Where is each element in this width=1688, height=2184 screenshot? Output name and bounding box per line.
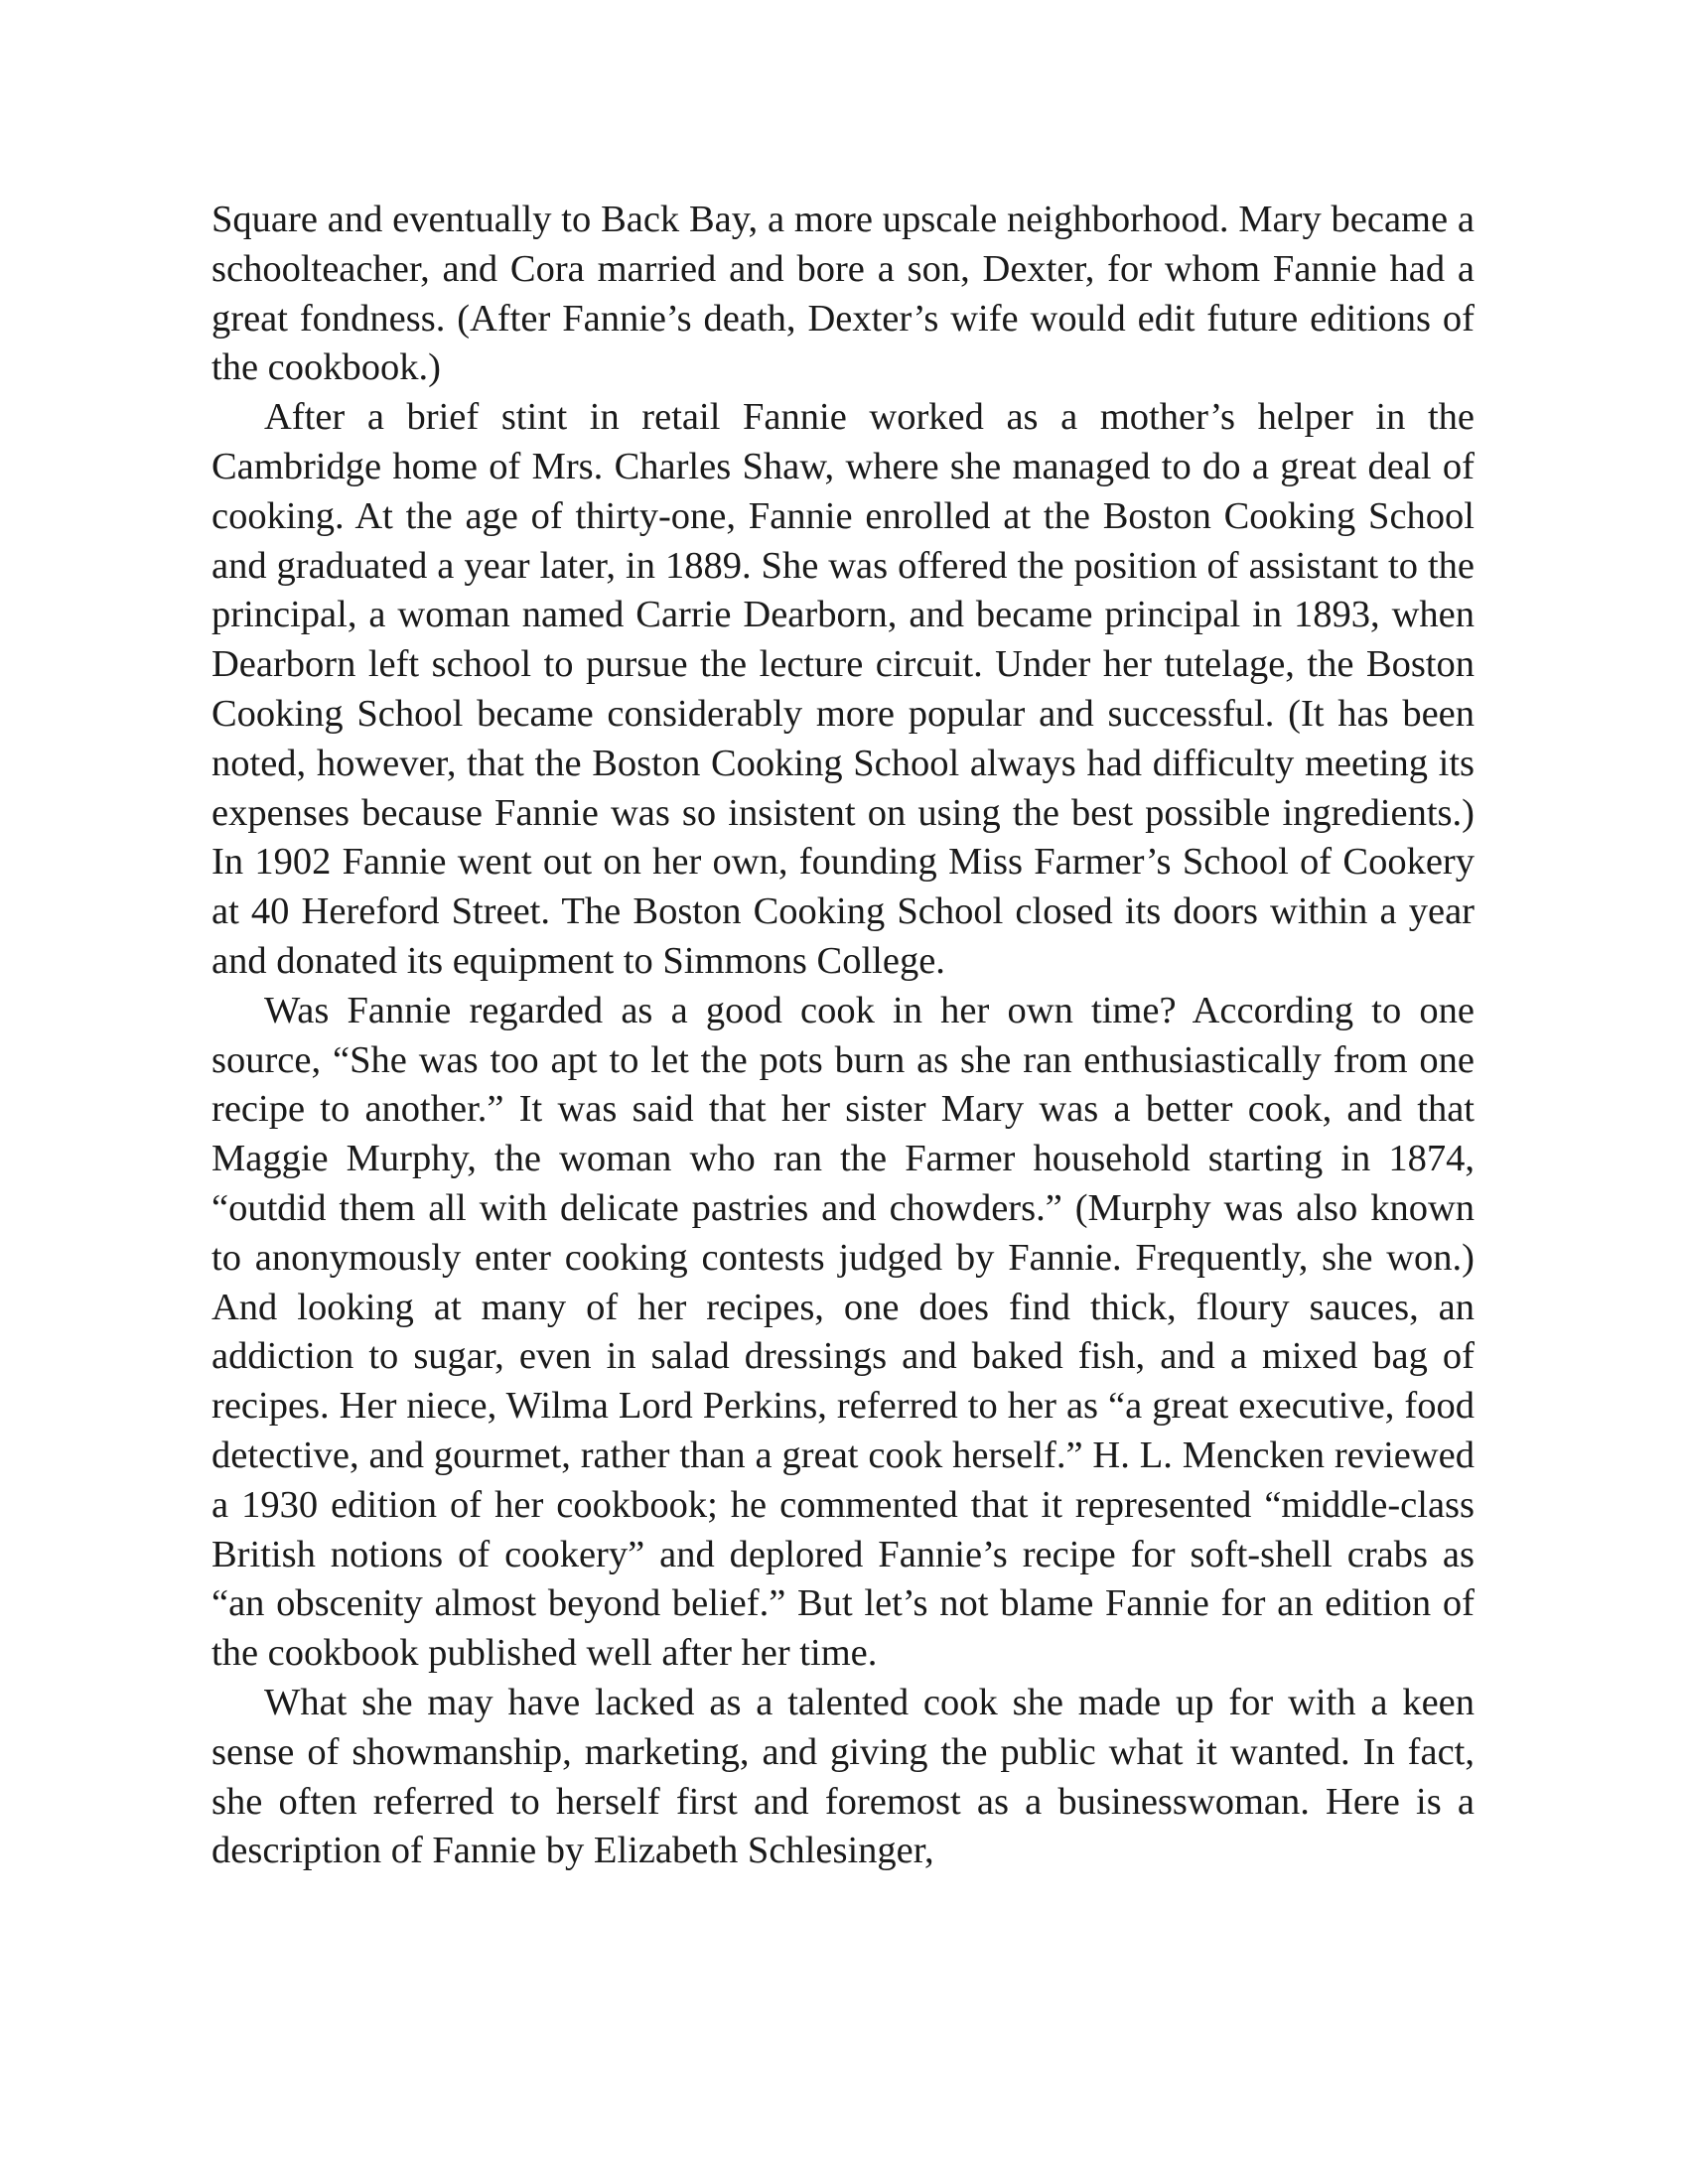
paragraph-reputation: Was Fannie regarded as a good cook in her own time? According to one source, “She was too apt to let the pots burn as she ran enthusiastically from one recipe to another.” It was said that her sister Mary was a better cook, and that Maggie Murphy, the woman who ran the Farmer household starting in 1874, “outdid them all with delicate pastries and chowders.” (Murphy was also known to anonymously enter cooking contests judged by Fannie. Frequently, she won.) And looking at many of her recipes, one does find thick, floury sauces, an addiction to sugar, even in salad dressings and baked fish, and a mixed bag of recipes. Her niece, Wilma Lord Perkins, referred to her as “a great executive, food detective, and gourmet, rather than a great cook herself.” H. L. Mencken reviewed a 1930 edition of her cookbook; he commented that it represented “middle-class British notions of cookery” and deplored Fannie’s recipe for soft-shell crabs as “an obscenity almost beyond belief.” But let’s not blame Fannie for an edition of the cookbook published well after her time. — [211, 989, 1475, 1675]
paragraph-continued: Square and eventually to Back Bay, a more upscale neighborhood. Mary became a schoolteacher, and Cora married and bore a son, Dexter, for whom Fannie had a great fondness. (After Fannie’s death, Dexter’s wife would edit future editions of the cookbook.) — [211, 199, 1475, 389]
paragraph-showmanship: What she may have lacked as a talented cook she made up for with a keen sense of showmanship, marketing, and giving the public what it wanted. In fact, she often referred to herself first and foremost as a businesswoman. Here is a description of Fannie by Elizabeth Schlesinger, — [211, 1681, 1475, 1872]
body-text — [211, 196, 1475, 1876]
paragraph-career: After a brief stint in retail Fannie worked as a mother’s helper in the Cambridge home of Mrs. Charles Shaw, where she managed to do a great deal of cooking. At the age of thirty-one, Fannie enrolled at the Boston Cooking School and graduated a year later, in 1889. She was offered the position of assistant to the principal, a woman named Carrie Dearborn, and became principal in 1893, when Dearborn left school to pursue the lecture circuit. Under her tutelage, the Boston Cooking School became considerably more popular and successful. (It has been noted, however, that the Boston Cooking School always had difficulty meeting its expenses because Fannie was so insistent on using the best possible ingredients.) In 1902 Fannie went out on her own, founding Miss Farmer’s School of Cookery at 40 Hereford Street. The Boston Cooking School closed its doors within a year and donated its equipment to Simmons College. — [211, 396, 1475, 982]
